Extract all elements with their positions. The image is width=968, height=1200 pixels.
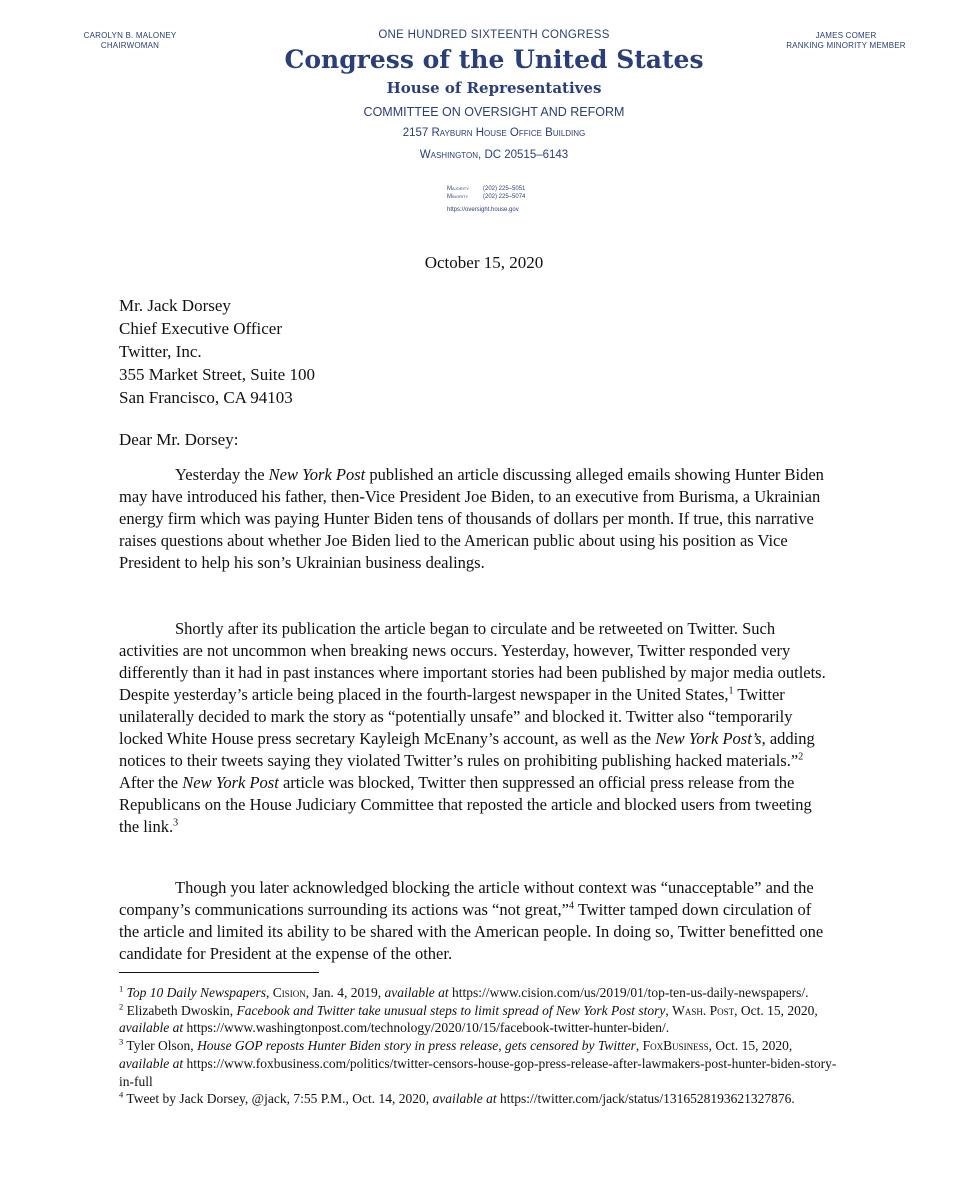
congress-title: Congress of the United States: [284, 45, 704, 74]
publication-name: New York Post: [268, 465, 366, 484]
footnote-divider: [119, 972, 319, 973]
ranking-member-name: JAMES COMER: [815, 31, 877, 40]
chair-name: CAROLYN B. MALONEY: [83, 31, 177, 40]
minority-phone: (202) 225–5074: [483, 194, 526, 200]
footnote-ref-4[interactable]: 4: [569, 900, 574, 912]
ranking-member-block: [746, 31, 946, 51]
majority-phone: (202) 225–5051: [483, 186, 526, 192]
body-paragraph-3: Though you later acknowledged blocking the article without context was “unacceptable” and the company’s communications surrounding its actions was “not great,”$^4$ Twitter tamped down circulation of the article and limited its ability to be shared with the American people. In doing so, Twitter benefitted one candidate for President at the expense of the other.: [119, 878, 824, 963]
footnote-ref-1[interactable]: 1: [728, 685, 734, 697]
footnote-url[interactable]: https://twitter.com/jack/status/1316528193621327876.: [496, 1091, 795, 1107]
recipient-line: Chief Executive Officer: [119, 319, 283, 338]
footnotes: [119, 984, 839, 1108]
ranking-member-title: RANKING MINORITY MEMBER: [786, 41, 906, 50]
chair-title: CHAIRWOMAN: [100, 41, 160, 50]
letter-date: October 15, 2020: [424, 253, 544, 272]
phone-numbers: [447, 185, 525, 201]
minority-label: Minority: [447, 194, 469, 200]
footnote-ref-3[interactable]: 3: [173, 817, 179, 829]
address-line2: Washington, DC 20515–6143: [419, 149, 569, 161]
body-paragraph-2: Shortly after its publication the article began to circulate and be retweeted on Twitter. Such activities are not uncommon when breaking news occurs. Yesterday, however, Twitter responded very differently than it had in past instances where important stories had been published by major media outlets. Despite yesterday’s article being placed in the fourth-largest newspaper in the United States,$^1$ Twitter unilaterally decided to mark the story as “potentially unsafe” and blocked it. Twitter also “temporarily locked White House press secretary Kayleigh McEnany’s account, as well as the New York Post’s, adding notices to their tweets saying they violated Twitter’s rules on prohibiting publishing hacked materials.”$^2$ After the New York Post article was blocked, Twitter then suppressed an official press release from the Republicans on the House Judiciary Committee that reposted the article and blocked users from tweeting the link.$^3$: [119, 619, 826, 836]
website-link[interactable]: https://oversight.house.gov: [447, 207, 519, 213]
footnote-4: $^4$ Tweet by Jack Dorsey, @jack, 7:55 P.M., Oct. 14, 2020, available at https://twitter.com/jack/status/1316528193621327876.: [119, 1089, 795, 1107]
house-title: House of Representatives: [386, 79, 602, 97]
footnote-url[interactable]: https://www.cision.com/us/2019/01/top-ten-us-daily-newspapers/.: [448, 985, 809, 1000]
committee-name: COMMITTEE ON OVERSIGHT AND REFORM: [363, 105, 625, 119]
footnote-3: $^3$ Tyler Olson, House GOP reposts Hunter Biden story in press release, gets censored by Twitter, FoxBusiness, Oct. 15, 2020, available at https://www.foxbusiness.com/politics/twitter-censors-house-gop-press-release-after-lawmakers-post-hunter-biden-story-in-full: [119, 1036, 837, 1089]
footnote-ref-2[interactable]: 2: [798, 751, 804, 763]
salutation: Dear Mr. Dorsey:: [119, 430, 239, 449]
footnote-1: $^1$ Top 10 Daily Newspapers, Cision, Jan. 4, 2019, available at https://www.cision.com/us/2019/01/top-ten-us-daily-newspapers/.: [119, 983, 809, 1000]
recipient-line: Mr. Jack Dorsey: [119, 296, 231, 315]
address-line1: 2157 Rayburn House Office Building: [402, 127, 586, 139]
publication-name: New York Post: [182, 773, 279, 792]
footnote-url[interactable]: https://www.washingtonpost.com/technology/2020/10/15/facebook-twitter-hunter-biden/.: [183, 1020, 670, 1036]
majority-label: Majority: [447, 186, 469, 192]
body-paragraph-1: Yesterday the New York Post published an article discussing alleged emails showing Hunter Biden may have introduced his father, then-Vice President Joe Biden, to an executive from Burisma, a Ukrainian energy firm which was paying Hunter Biden tens of thousands of dollars per month. If true, this narrative raises questions about whether Joe Biden lied to the American public about using his position as Vice President to help his son’s Ukrainian business dealings.: [119, 465, 824, 572]
recipient-address: [119, 294, 315, 409]
footnote-url[interactable]: https://www.foxbusiness.com/politics/twitter-censors-house-gop-press-release-after-lawmakers-post-hunter-biden-story-in-full: [119, 1055, 837, 1089]
recipient-line: 355 Market Street, Suite 100: [119, 365, 315, 384]
letterhead: [284, 27, 704, 166]
chair-block: [40, 31, 220, 51]
recipient-line: San Francisco, CA 94103: [119, 388, 293, 407]
recipient-line: Twitter, Inc.: [119, 342, 202, 361]
congress-number: ONE HUNDRED SIXTEENTH CONGRESS: [378, 29, 610, 41]
publication-name: New York Post’s: [655, 729, 762, 748]
footnote-2: $^2$ Elizabeth Dwoskin, Facebook and Twitter take unusual steps to limit spread of New York Post story, Wash. Post, Oct. 15, 2020, available at https://www.washingtonpost.com/technology/2020/10/15/facebook-twitter-hunter-biden/.: [119, 1001, 818, 1036]
